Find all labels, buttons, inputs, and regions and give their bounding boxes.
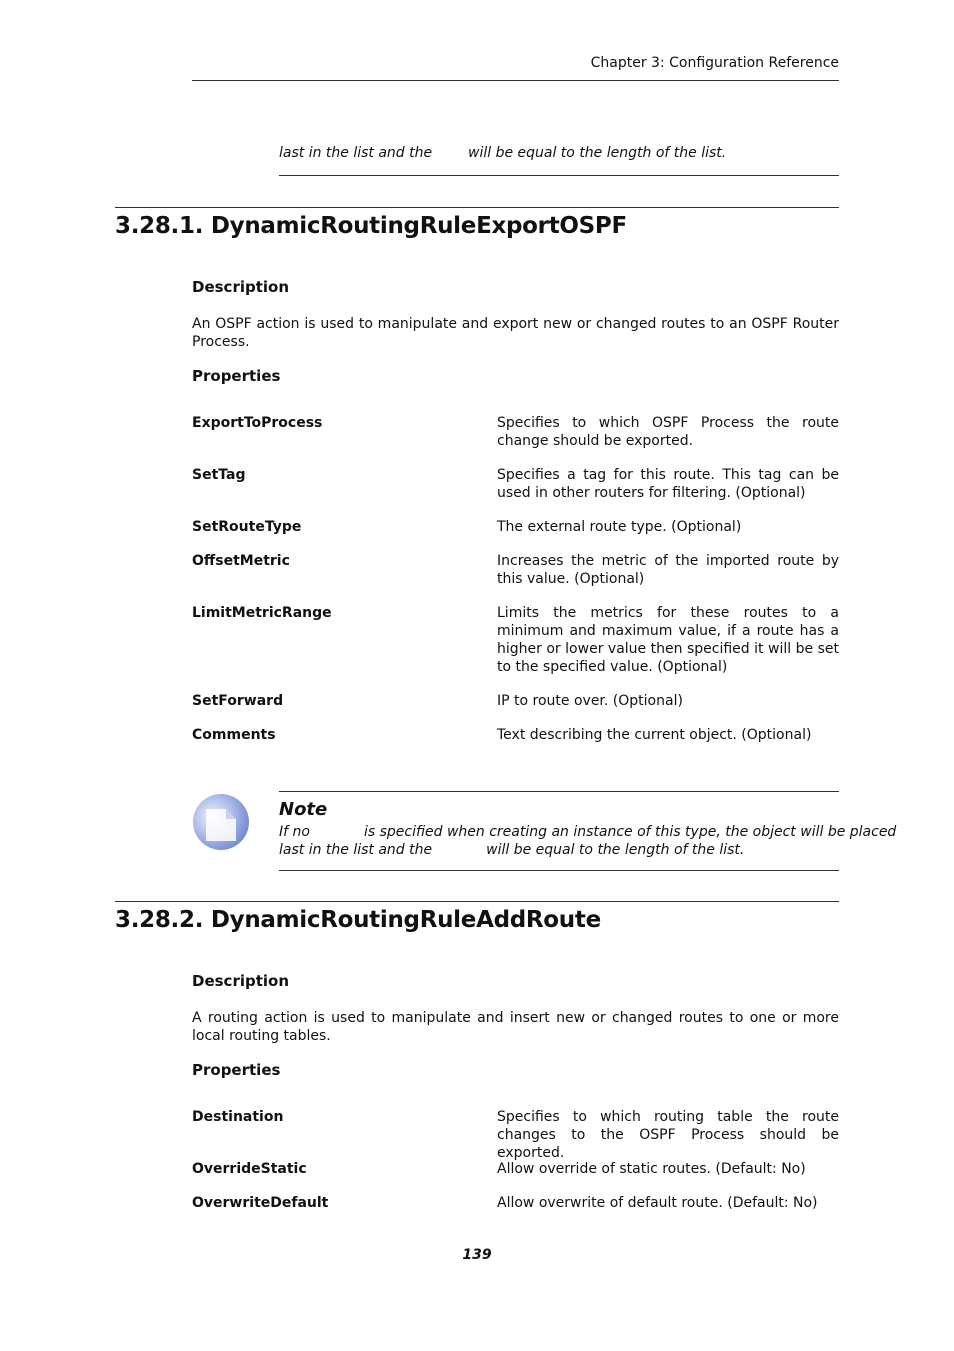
section-divider <box>115 901 839 902</box>
properties-heading: Properties <box>192 367 281 385</box>
note-text: is specified when creating an instance of this type, the object will be placed <box>363 824 897 840</box>
property-name: OverrideStatic <box>192 1161 307 1177</box>
note-box <box>279 791 897 871</box>
property-description: Text describing the current object. (Optional) <box>497 727 812 743</box>
note-text: last in the list and the <box>279 842 433 858</box>
property-description: Limits the metrics for these routes to a minimum and maximum value, if a route has a higher or lower value then specified it will be set to the specified value. (Optional) <box>497 605 839 675</box>
property-name: OffsetMetric <box>192 553 290 569</box>
note-text: will be equal to the length of the list. <box>486 842 745 858</box>
property-description: Allow override of static routes. (Default: No) <box>497 1161 806 1177</box>
section-title: 3.28.1. DynamicRoutingRuleExportOSPF <box>115 213 627 239</box>
property-description: Specifies to which routing table the route changes to the OSPF Process should be exported. <box>497 1109 839 1161</box>
note-fragment-text-a: last in the list and the <box>279 145 433 161</box>
description-heading: Description <box>192 972 290 990</box>
page-header <box>192 55 839 81</box>
property-description: Specifies to which OSPF Process the route change should be exported. <box>497 415 839 449</box>
chapter-title: Chapter 3: Configuration Reference <box>590 55 839 71</box>
note-text-line <box>279 823 896 841</box>
property-name: Destination <box>192 1109 284 1125</box>
note-title: Note <box>279 799 328 820</box>
properties-heading: Properties <box>192 1061 281 1079</box>
property-description: Specifies a tag for this route. This tag can be used in other routers for filtering. (Optional) <box>497 467 839 501</box>
description-heading: Description <box>192 278 290 296</box>
note-text: If no <box>279 824 310 840</box>
page-number: 139 <box>462 1247 492 1263</box>
property-description: Allow overwrite of default route. (Default: No) <box>497 1195 818 1211</box>
property-description: IP to route over. (Optional) <box>497 693 683 709</box>
note-page-icon <box>192 793 250 851</box>
property-name: LimitMetricRange <box>192 605 332 621</box>
property-name: Comments <box>192 727 276 743</box>
property-description: Increases the metric of the imported route by this value. (Optional) <box>497 553 839 587</box>
property-name: SetForward <box>192 693 284 709</box>
property-description: The external route type. (Optional) <box>497 519 742 535</box>
note-text-line <box>279 841 744 859</box>
property-name: OverwriteDefault <box>192 1195 329 1211</box>
section-title: 3.28.2. DynamicRoutingRuleAddRoute <box>115 907 601 933</box>
property-name: SetRouteType <box>192 519 302 535</box>
property-name: SetTag <box>192 467 246 483</box>
description-text: A routing action is used to manipulate and insert new or changed routes to one or more local routing tables. <box>192 1010 839 1044</box>
note-fragment-text-b: will be equal to the length of the list. <box>468 145 727 161</box>
description-text: An OSPF action is used to manipulate and export new or changed routes to an OSPF Router Process. <box>192 316 839 350</box>
property-name: ExportToProcess <box>192 415 323 431</box>
section-divider <box>115 207 839 208</box>
previous-note-fragment <box>279 145 839 176</box>
